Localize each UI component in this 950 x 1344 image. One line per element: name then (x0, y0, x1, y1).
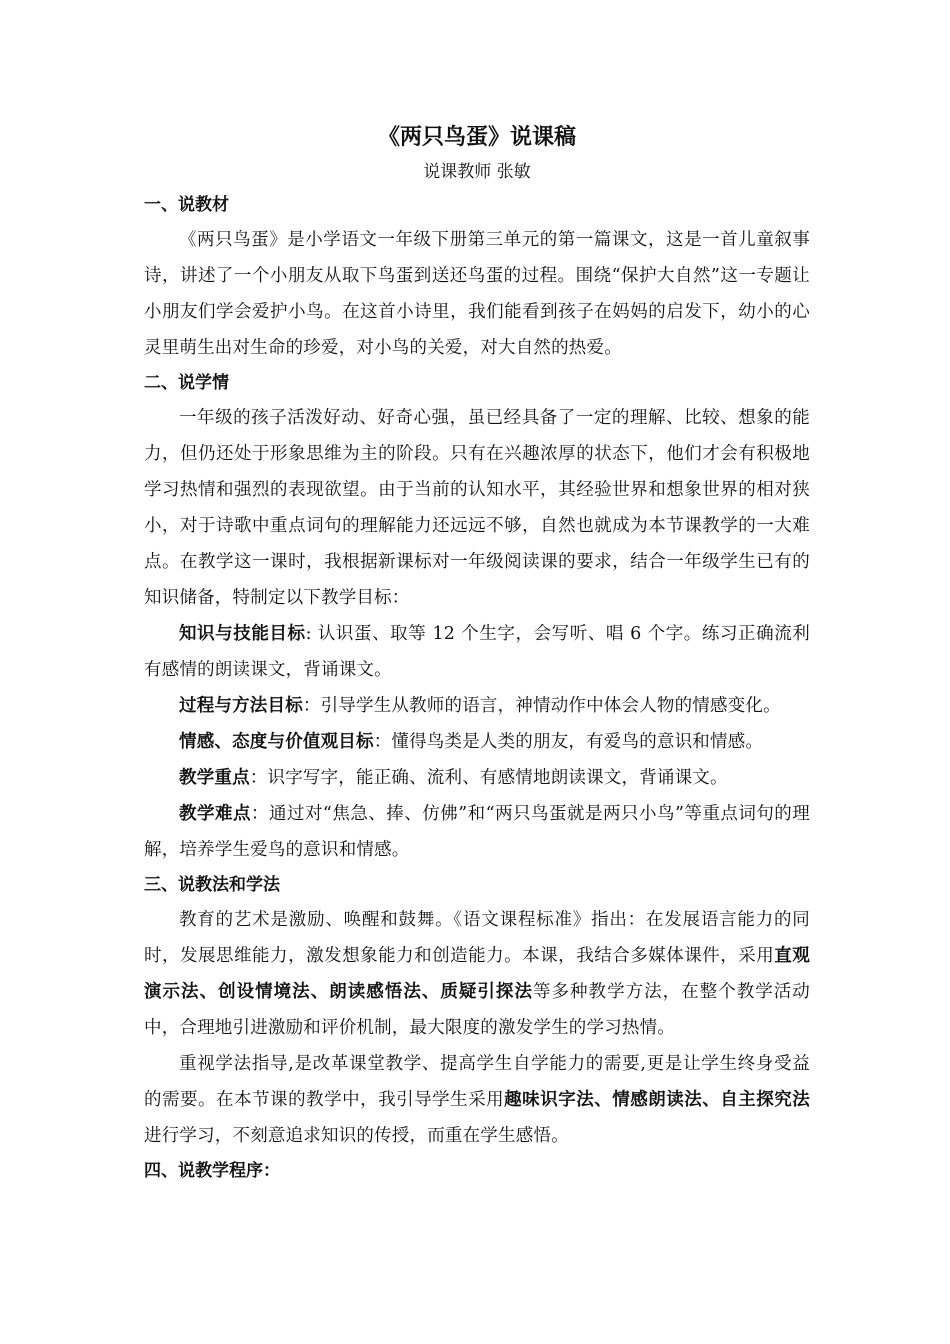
goal-knowledge-text: : 认识蛋、取等 12 个生字，会写听、唱 6 个字。练习正确流利有感情的朗读课文，背诵课文。 (144, 624, 810, 680)
document-title: 《两只鸟蛋》说课稿 (377, 124, 576, 150)
paragraph-teaching-methods (144, 902, 810, 1046)
section-heading-procedure: 四、说教学程序： (144, 1161, 280, 1181)
goal-emotion (144, 724, 810, 760)
document-author: 说课教师 张敏 (423, 162, 531, 182)
paragraph-learning-methods (144, 1046, 810, 1154)
section-heading-textbook: 一、说教材 (144, 195, 229, 215)
goal-knowledge (144, 616, 810, 688)
learning-methods-text: 重视学法指导,是改革课堂教学、提高学生自学能力的需要,更是让学生终身受益的需要。在本节课的教学中，我引导学生采用 (144, 1054, 810, 1110)
teaching-methods-bold: 直观演示法、创设情境法、朗读感悟法、质疑引探法 (144, 946, 811, 1002)
teaching-key-point (144, 760, 810, 796)
teaching-methods-tail: 等多种教学方法，在整个教学活动中，合理地引进激励和评价机制，最大限度的激发学生的学习热情。 (144, 982, 811, 1038)
learning-methods-bold: 趣味识字法、情感朗读法、自主探究法 (504, 1090, 811, 1110)
goal-process-text: ：引导学生从教师的语言，神情动作中体会人物的情感变化。 (302, 696, 781, 716)
goal-emotion-text: ：懂得鸟类是人类的朋友，有爱鸟的意识和情感。 (373, 732, 764, 752)
goal-process-label: 过程与方法目标 (179, 696, 303, 716)
goal-knowledge-label: 知识与技能目标 (179, 624, 306, 644)
goal-emotion-label: 情感、态度与价值观目标 (179, 732, 374, 752)
paragraph-students: 一年级的孩子活泼好动、好奇心强，虽已经具备了一定的理解、比较、想象的能力，但仍还处于形象思维为主的阶段。只有在兴趣浓厚的状态下，他们才会有积极地学习热情和强烈的表现欲望。由于当前的认知水平，其经验世界和想象世界的相对狭小，对于诗歌中重点词句的理解能力还远远不够，自然也就成为本节课教学的一大难点。在教学这一课时，我根据新课标对一年级阅读课的要求，结合一年级学生已有的知识储备，特制定以下教学目标： (144, 408, 810, 608)
teaching-methods-text: 教育的艺术是激励、唤醒和鼓舞。《语文课程标准》指出：在发展语言能力的同时，发展思维能力，激发想象能力和创造能力。本课，我结合多媒体课件，采用 (144, 910, 810, 966)
learning-methods-tail: 进行学习，不刻意追求知识的传授，而重在学生感悟。 (144, 1126, 569, 1146)
teaching-difficulty-text: ：通过对“焦急、捧、仿佛”和“两只鸟蛋就是两只小鸟”等重点词句的理解，培养学生爱鸟的意识和情感。 (144, 804, 810, 860)
document-body (144, 118, 810, 1188)
teaching-key-point-text: ：识字写字，能正确、流利、有感情地朗读课文，背诵课文。 (249, 768, 728, 788)
teaching-key-point-label: 教学重点 (179, 768, 250, 788)
goal-process (144, 688, 810, 724)
paragraph-textbook: 《两只鸟蛋》是小学语文一年级下册第三单元的第一篇课文，这是一首儿童叙事诗，讲述了一个小朋友从取下鸟蛋到送还鸟蛋的过程。围绕“保护大自然”这一专题让小朋友们学会爱护小鸟。在这首小诗里，我们能看到孩子在妈妈的启发下，幼小的心灵里萌生出对生命的珍爱，对小鸟的关爱，对大自然的热爱。 (144, 230, 810, 358)
teaching-difficulty-label: 教学难点 (179, 804, 251, 824)
section-heading-methods: 三、说教法和学法 (144, 875, 280, 895)
section-heading-students: 二、说学情 (144, 373, 229, 393)
teaching-difficulty (144, 796, 810, 868)
